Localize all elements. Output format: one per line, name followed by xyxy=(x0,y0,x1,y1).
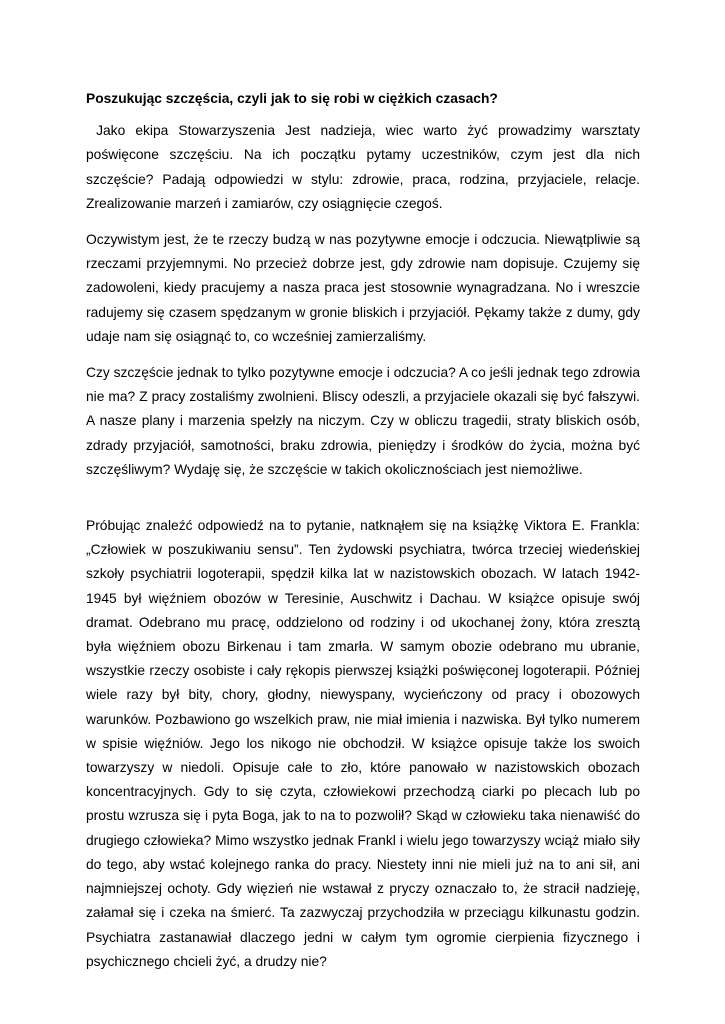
paragraph-frankl: Próbując znaleźć odpowiedź na to pytanie, natknąłem się na książkę Viktora E. Frankla: „Człowiek w poszukiwaniu sensu”. Ten żydowski psychiatra, twórca trzeciej wiedeńskiej szkoły psychiatrii logoterapii, spędził kilka lat w nazistowskich obozach. W latach 1942-1945 był więźniem obozów w Teresinie, Auschwitz i Dachau. W książce opisuje swój dramat. Odebrano mu pracę, oddzielono od rodziny i od ukochanej żony, która zresztą była więźniem obozu Birkenau i tam zmarła. W samym obozie odebrano mu ubranie, wszystkie rzeczy osobiste i cały rękopis pierwszej książki poświęconej logoterapii. Później wiele razy był bity, chory, głodny, niewyspany, wycieńczony od pracy i obozowych warunków. Pozbawiono go wszelkich praw, nie miał imienia i nazwiska. Był tylko numerem w spisie więźniów. Jego los nikogo nie obchodził. W książce opisuje także los swoich towarzyszy w niedoli. Opisuje całe to zło, które panowało w nazistowskich obozach koncentracyjnych. Gdy to się czyta, człowiekowi przechodzą ciarki po plecach lub po prostu wzrusza się i pyta Boga, jak to na to pozwolił? Skąd w człowieku taka nienawiść do drugiego człowieka? Mimo wszystko jednak Frankl i wielu jego towarzyszy wciąż miało siły do tego, aby wstać kolejnego ranka do pracy. Niestety inni nie mieli już na to ani sił, ani najmniejszej ochoty. Gdy więzień nie wstawał z pryczy oznaczało to, że stracił nadzieję, załamał się i czeka na śmierć. Ta zazwyczaj przychodziła w przeciągu kilkunastu godzin. Psychiatra zastanawiał dlaczego jedni w całym tym ogromie cierpienia fizycznego i psychicznego chcieli żyć, a drudzy nie? xyxy=(86,518,640,969)
paragraph-positive-emotions: Oczywistym jest, że te rzeczy budzą w nas pozytywne emocje i odczucia. Niewątpliwie są rzeczami przyjemnymi. No przecież dobrze jest, gdy zdrowie nam dopisuje. Czujemy się zadowoleni, kiedy pracujemy a nasza praca jest stosownie wynagradzana. No i wreszcie radujemy się czasem spędzanym w gronie bliskich i przyjaciół. Pękamy także z dumy, gdy udaje nam się osiągnąć to, co wcześniej zamierzaliśmy. xyxy=(86,232,640,344)
document-title: Poszukując szczęścia, czyli jak to się robi w ciężkich czasach? xyxy=(86,91,498,106)
paragraph-intro: Jako ekipa Stowarzyszenia Jest nadzieja, wiec warto żyć prowadzimy warsztaty poświęcone szczęściu. Na ich początku pytamy uczestników, czym jest dla nich szczęście? Padają odpowiedzi w stylu: zdrowie, praca, rodzina, przyjaciele, relacje. Zrealizowanie marzeń i zamiarów, czy osiągnięcie czegoś. xyxy=(86,123,644,211)
paragraph-question: Czy szczęście jednak to tylko pozytywne emocje i odczucia? A co jeśli jednak tego zdrowia nie ma? Z pracy zostaliśmy zwolnieni. Bliscy odeszli, a przyjaciele okazali się być fałszywi. A nasze plany i marzenia spełzły na niczym. Czy w obliczu tragedii, straty bliskich osób, zdrady przyjaciół, samotności, braku zdrowia, pieniędzy i środków do życia, można być szczęśliwym? Wydaję się, że szczęście w takich okolicznościach jest niemożliwe. xyxy=(86,365,640,477)
document-page xyxy=(86,87,644,974)
